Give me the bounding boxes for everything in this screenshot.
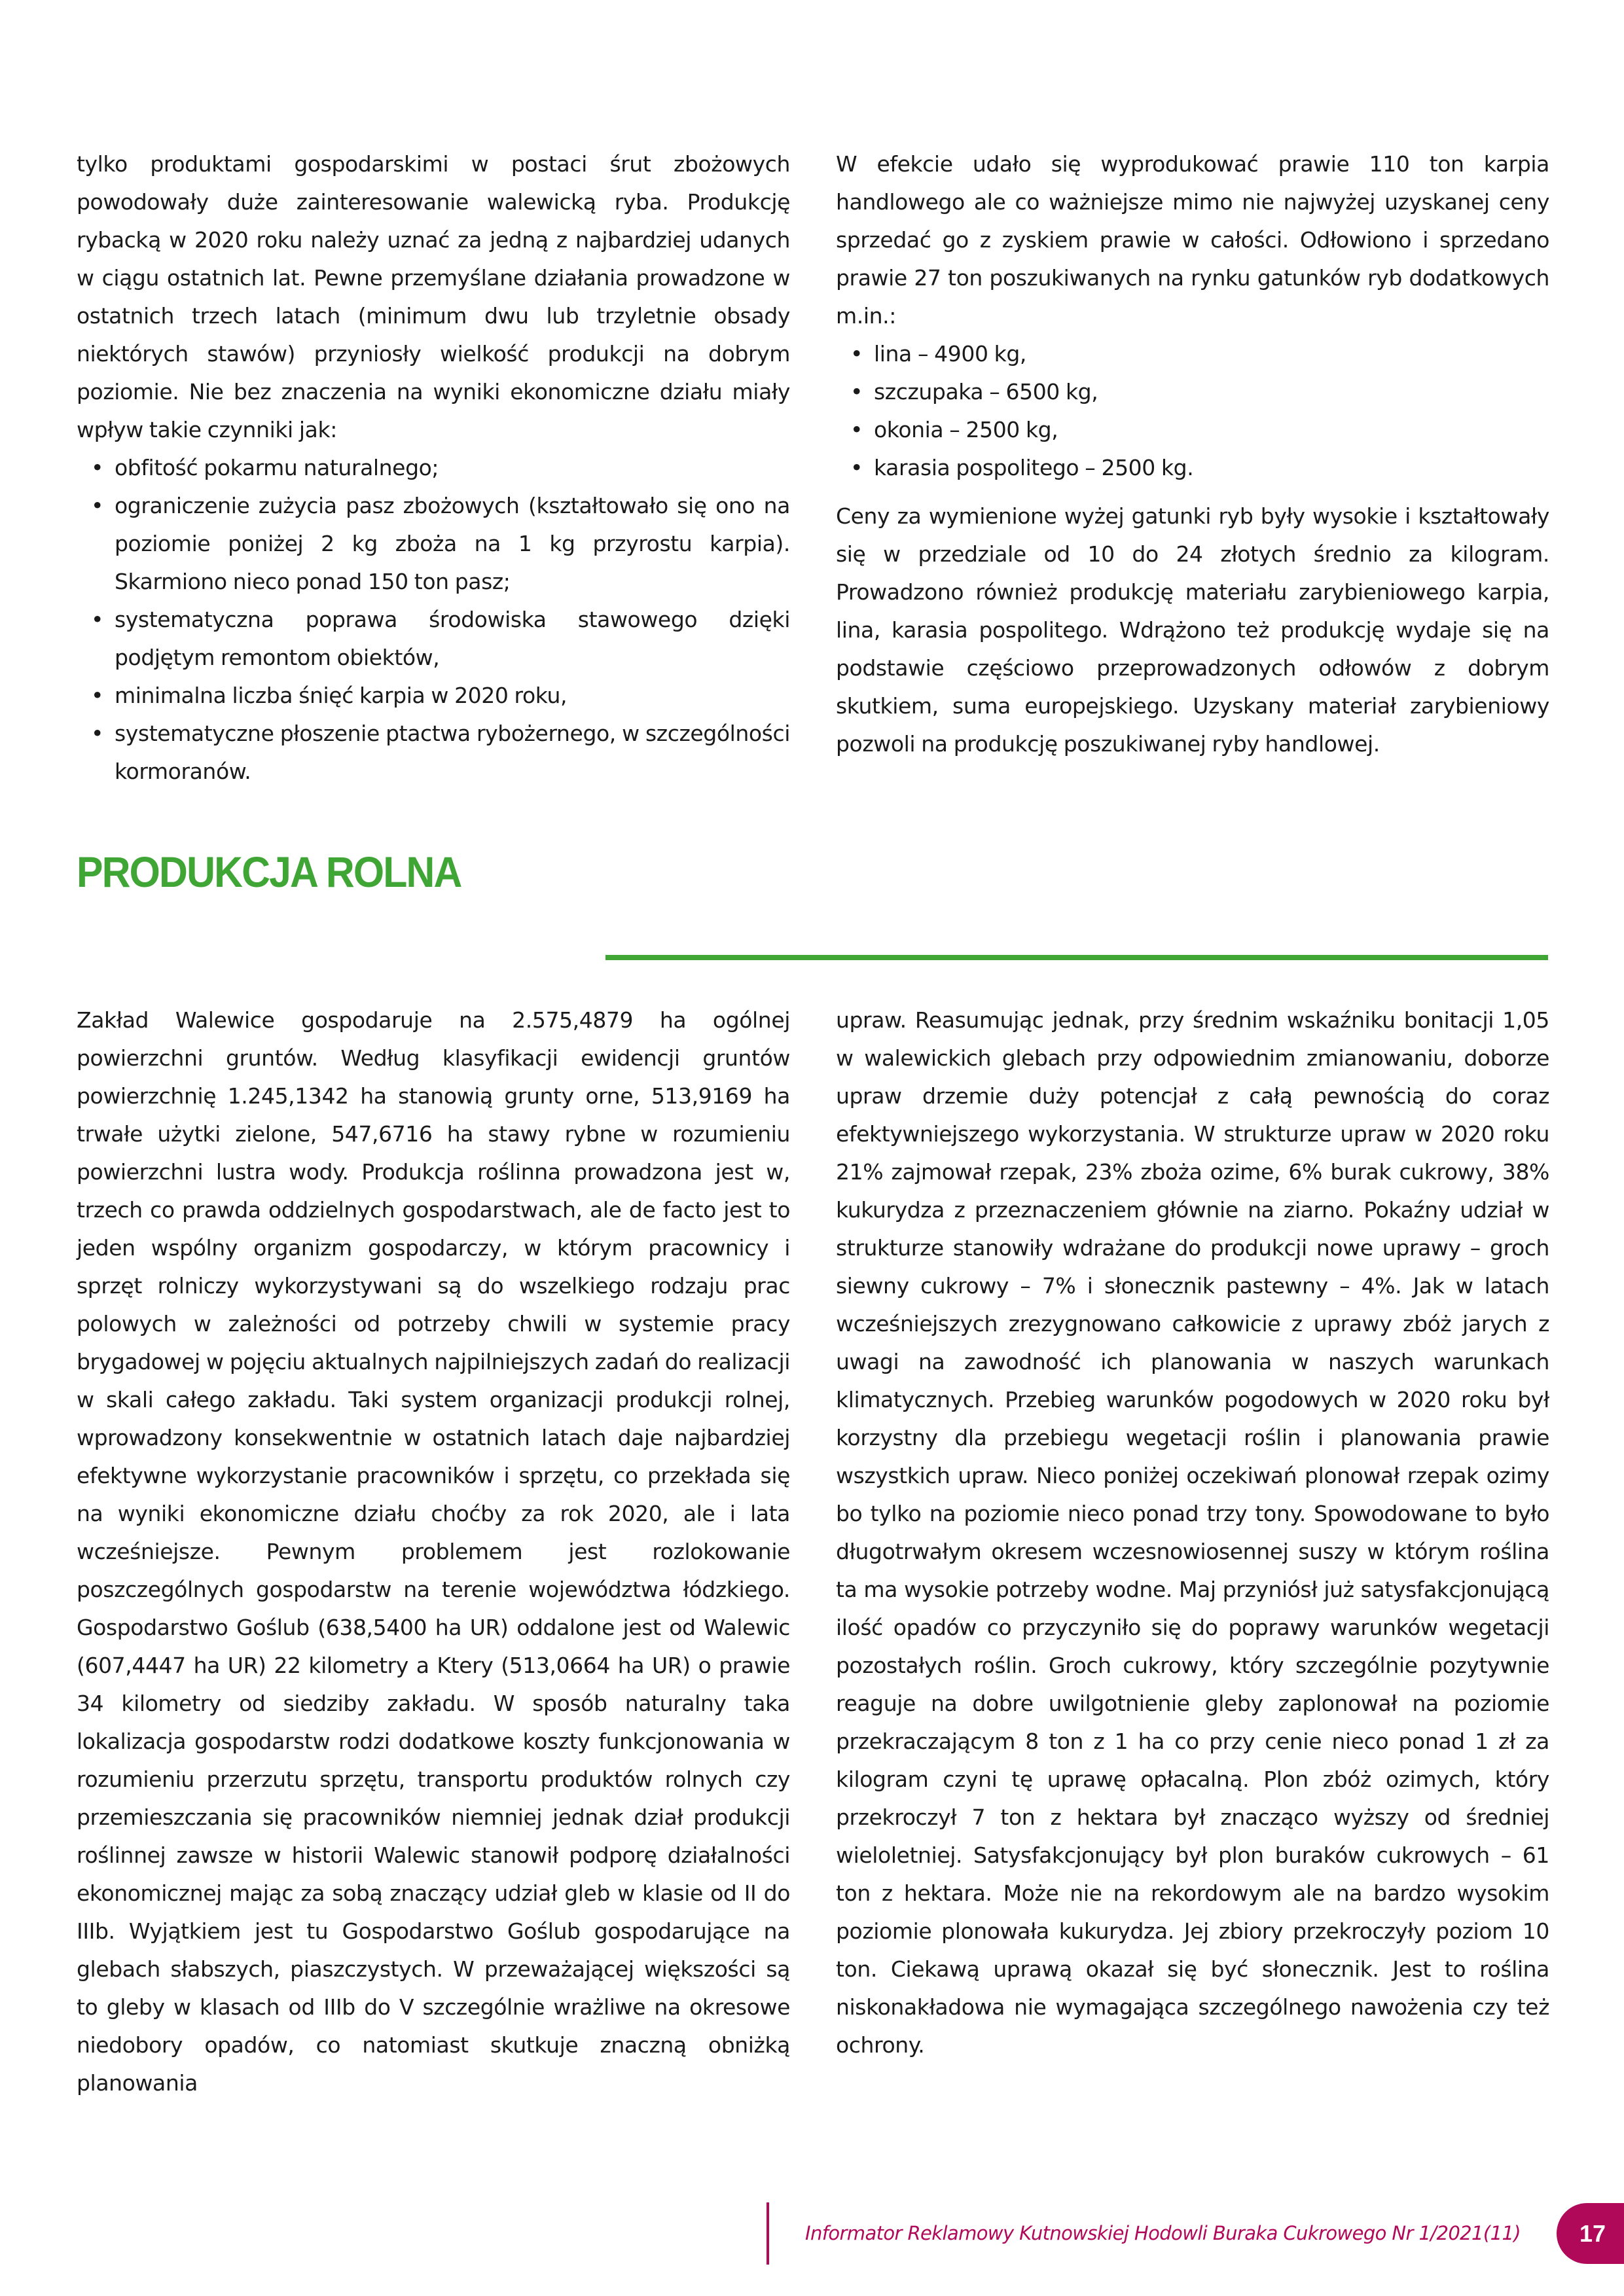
footer-divider [767, 2202, 769, 2265]
bullet-icon: • [91, 493, 104, 518]
list-item: • okonia – 2500 kg, [836, 411, 1549, 449]
list-item: • systematyczne płoszenie ptactwa rybożernego, w szczególności kormoranów. [77, 715, 790, 791]
bottom-right-column [836, 1001, 1549, 2064]
bullet-icon: • [91, 683, 104, 708]
bullet-icon: • [91, 721, 104, 746]
fishery-results-paragraph: W efekcie udało się wyprodukować prawie 110 ton karpia handlowego ale co ważniejsze mimo nie najwyżej uzyskanej ceny sprzedać go z zyskiem prawie w całości. Odłowiono i sprzedano prawie 27 ton poszukiwanych na rynku gatunków ryb dodatkowych m.in.: [836, 151, 1549, 329]
fish-species-list [836, 335, 1549, 487]
bullet-icon: • [91, 607, 104, 632]
fish-prices-paragraph: Ceny za wymienione wyżej gatunki ryb były wysokie i kształtowały się w przedziale od 10 do 24 złotych średnio za kilogram. Prowadzono również produkcję materiału zarybieniowego karpia, lina, karasia pospolitego. Wdrążono też produkcję wydaje się na podstawie częściowo przeprowadzonych odłowów z dobrym skutkiem, suma europejskiego. Uzyskany materiał zarybieniowy pozwoli na produkcję poszukiwanej ryby handlowej. [836, 503, 1549, 757]
fishery-paragraph: tylko produktami gospodarskimi w postaci śrut zbożowych powodowały duże zainteresowanie walewicką ryba. Produkcję rybacką w 2020 roku należy uznać za jedną z najbardziej udanych w ciągu ostatnich lat. Pewne przemyślane działania prowadzone w ostatnich trzech latach (minimum dwu lub trzyletnie obsady niektórych stawów) przyniosły wielkość produkcji na dobrym poziomie. Nie bez znaczenia na wyniki ekonomiczne działu miały wpływ takie czynniki jak: [77, 151, 790, 442]
page-number: 17 [1579, 2220, 1606, 2247]
top-right-column [836, 145, 1549, 763]
list-item: • lina – 4900 kg, [836, 335, 1549, 373]
bullet-icon: • [850, 417, 863, 442]
list-item: • minimalna liczba śnięć karpia w 2020 roku, [77, 677, 790, 715]
bullet-icon: • [850, 379, 863, 404]
bullet-icon: • [850, 341, 863, 367]
list-item: • karasia pospolitego – 2500 kg. [836, 449, 1549, 487]
list-item: • ograniczenie zużycia pasz zbożowych (kształtowało się ono na poziomie poniżej 2 kg zboża na 1 kg przyrostu karpia). Skarmiono nieco ponad 150 ton pasz; [77, 487, 790, 601]
bottom-left-column [77, 1001, 790, 2102]
section-heading: PRODUKCJA ROLNA [77, 848, 461, 896]
bullet-icon: • [850, 455, 863, 480]
list-item: • obfitość pokarmu naturalnego; [77, 449, 790, 487]
top-left-column [77, 145, 790, 791]
publication-title: Informator Reklamowy Kutnowskiej Hodowli Buraka Cukrowego Nr 1/2021(11) [805, 2222, 1521, 2244]
list-item: • systematyczna poprawa środowiska stawowego dzięki podjętym remontom obiektów, [77, 601, 790, 677]
crop-structure-paragraph: upraw. Reasumując jednak, przy średnim wskaźniku bonitacji 1,05 w walewickich glebach przy odpowiednim zmianowaniu, doborze upraw drzemie duży potencjał z całą pewnością do coraz efektywniejszego wykorzystania. W strukturze upraw w 2020 roku 21% zajmował rzepak, 23% zboża ozime, 6% burak cukrowy, 38% kukurydza z przeznaczeniem głównie na ziarno. Pokaźny udział w strukturze stanowiły wdrażane do produkcji nowe uprawy – groch siewny cukrowy – 7% i słonecznik pastewny – 4%. Jak w latach wcześniejszych zrezygnowano całkowicie z uprawy zbóż jarych z uwagi na zawodność ich planowania w naszych warunkach klimatycznych. Przebieg warunków pogodowych w 2020 roku był korzystny dla przebiegu wegetacji roślin i planowania prawie wszystkich upraw. Nieco poniżej oczekiwań plonował rzepak ozimy bo tylko na poziomie nieco ponad trzy tony. Spowodowane to było długotrwałym okresem wczesnowiosennej suszy w którym roślina ta ma wysokie potrzeby wodne. Maj przyniósł już satysfakcjonującą ilość opadów co przyczyniło się do poprawy warunków wegetacji pozostałych roślin. Groch cukrowy, który szczególnie pozytywnie reaguje na dobre uwilgotnienie gleby zaplonował na poziomie przekraczającym 8 ton z 1 ha co przy cenie nieco ponad 1 zł za kilogram czyni tę uprawę opłacalną. Plon zbóż ozimych, który przekroczył 7 ton z hektara był znacząco wyższy od średniej wieloletniej. Satysfakcjonujący był plon buraków cukrowych – 61 ton z hektara. Może nie na rekordowym ale na bardzo wysokim poziomie plonowała kukurydza. Jej zbiory przekroczyły poziom 10 ton. Ciekawą uprawą okazał się być słonecznik. Jest to roślina niskonakładowa nie wymagająca szczególnego nawożenia czy też ochrony. [836, 1007, 1549, 2058]
section-divider [605, 955, 1548, 960]
factors-list [77, 449, 790, 791]
bullet-icon: • [91, 455, 104, 480]
list-item: • szczupaka – 6500 kg, [836, 373, 1549, 411]
agriculture-paragraph: Zakład Walewice gospodaruje na 2.575,4879 ha ogólnej powierzchni gruntów. Według klasyfikacji ewidencji gruntów powierzchnię 1.245,1342 ha stanowią grunty orne, 513,9169 ha trwałe użytki zielone, 547,6716 ha stawy rybne w rozumieniu powierzchni lustra wody. Produkcja roślinna prowadzona jest w, trzech co prawda oddzielnych gospodarstwach, ale de facto jest to jeden wspólny organizm gospodarczy, w którym pracownicy i sprzęt rolniczy wykorzystywani są do wszelkiego rodzaju prac polowych w zależności od potrzeby chwili w systemie pracy brygadowej w pojęciu aktualnych najpilniejszych zadań do realizacji w skali całego zakładu. Taki system organizacji produkcji rolnej, wprowadzony konsekwentnie w ostatnich latach daje najbardziej efektywne wykorzystanie pracowników i sprzętu, co przekłada się na wyniki ekonomiczne działu choćby za rok 2020, ale i lata wcześniejsze. Pewnym problemem jest rozlokowanie poszczególnych gospodarstw na terenie województwa łódzkiego. Gospodarstwo Goślub (638,5400 ha UR) oddalone jest od Walewic (607,4447 ha UR) 22 kilometry a Ktery (513,0664 ha UR) o prawie 34 kilometry od siedziby zakładu. W sposób naturalny taka lokalizacja gospodarstw rodzi dodatkowe koszty funkcjonowania w rozumieniu przerzutu sprzętu, transportu produktów rolnych czy przemieszczania się pracowników niemniej jednak dział produkcji roślinnej zawsze w historii Walewic stanowił podporę działalności ekonomicznej mając za sobą znaczący udział gleb w klasie od II do IIIb. Wyjątkiem jest tu Gospodarstwo Goślub gospodarujące na glebach słabszych, piaszczystych. W przeważającej większości są to gleby w klasach od IIIb do V szczególnie wrażliwe na okresowe niedobory opadów, co natomiast skutkuje znaczną obniżką planowania [77, 1007, 790, 2096]
